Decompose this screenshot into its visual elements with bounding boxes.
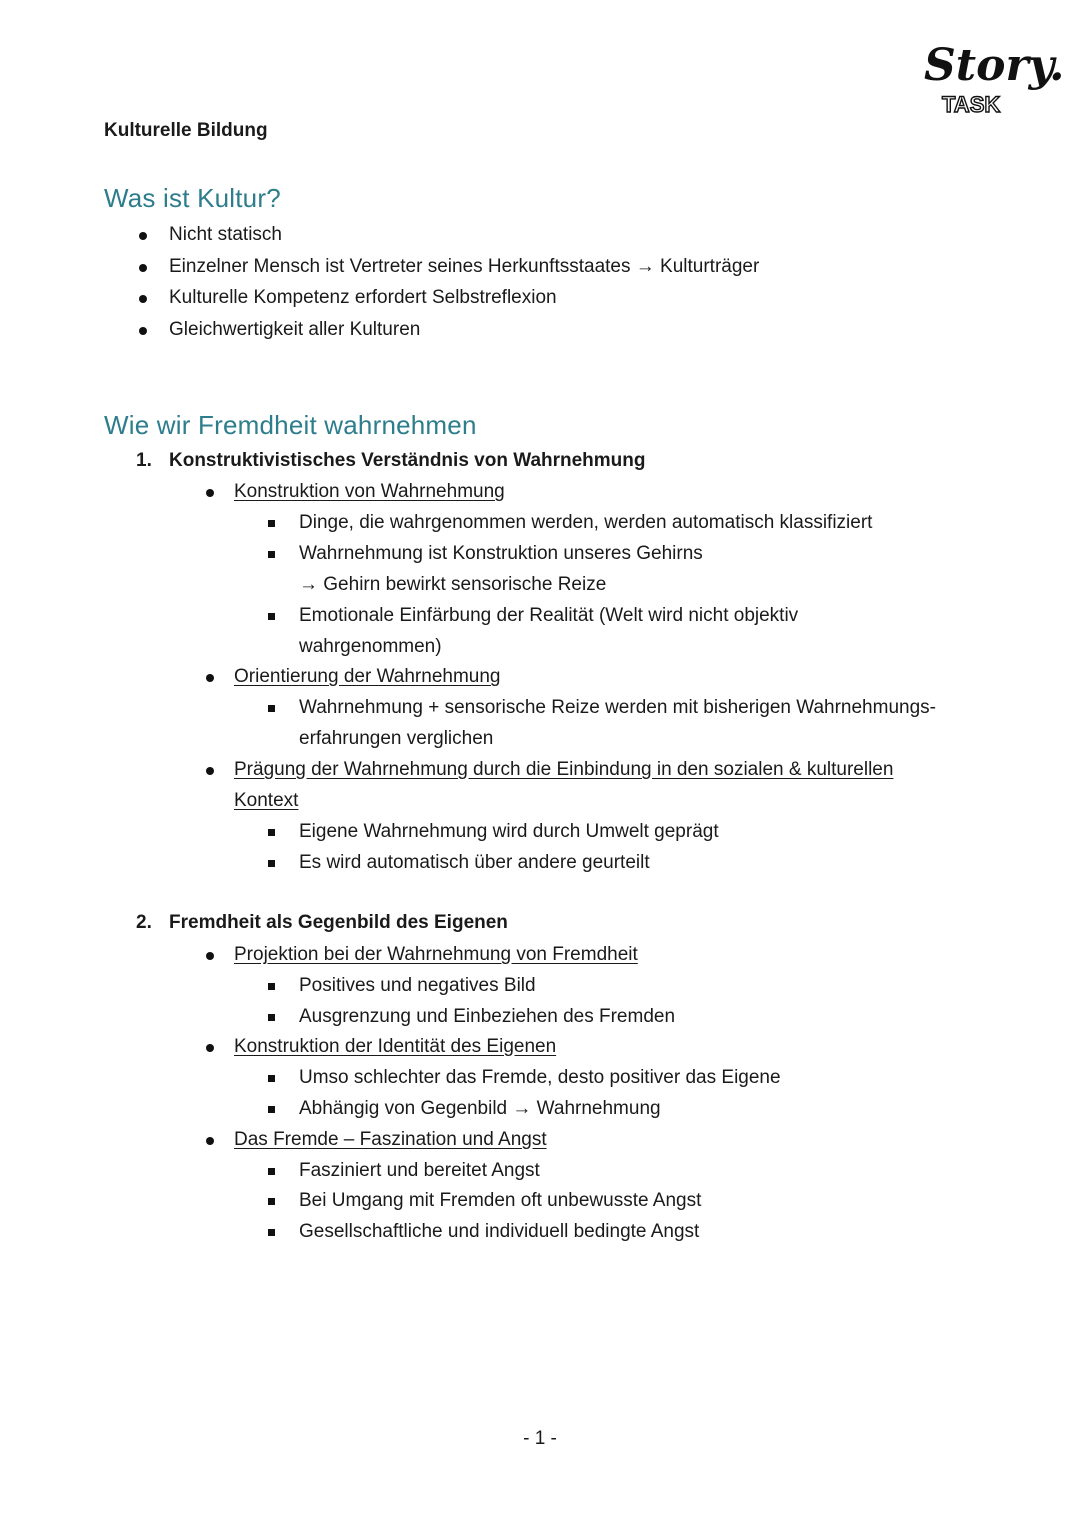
list-item-continuation: erfahrungen verglichen	[299, 728, 494, 749]
list-item: Fasziniert und bereitet Angst	[299, 1160, 540, 1181]
page-number: - 1 -	[523, 1428, 557, 1449]
list-item: Einzelner Mensch ist Vertreter seines Herkunftsstaates → Kulturträger	[169, 256, 760, 277]
list-item: Gesellschaftliche und individuell bedingte Angst	[299, 1221, 700, 1242]
numbered-heading-text: Konstruktivistisches Verständnis von Wahrnehmung	[169, 450, 646, 471]
list-item: Abhängig von Gegenbild → Wahrnehmung	[299, 1098, 661, 1119]
list-item: Dinge, die wahrgenommen werden, werden automatisch klassifiziert	[299, 512, 873, 533]
subheading-underlined: Orientierung der Wahrnehmung	[234, 666, 501, 687]
list-item: Es wird automatisch über andere geurteilt	[299, 852, 650, 873]
section-heading-fremdheit: Wie wir Fremdheit wahrnehmen	[104, 410, 477, 440]
list-item: Wahrnehmung ist Konstruktion unseres Gehirns	[299, 543, 703, 564]
story-task-logo	[918, 38, 1065, 118]
section-heading-kultur: Was ist Kultur?	[104, 183, 281, 213]
list-item: Eigene Wahrnehmung wird durch Umwelt geprägt	[299, 821, 719, 842]
list-item: Nicht statisch	[169, 224, 282, 245]
document-title: Kulturelle Bildung	[104, 120, 268, 141]
list-item: Positives und negatives Bild	[299, 975, 536, 996]
subheading-underlined: Konstruktion der Identität des Eigenen	[234, 1036, 557, 1057]
numbered-heading-text: Fremdheit als Gegenbild des Eigenen	[169, 912, 508, 933]
subheading-underlined: Projektion bei der Wahrnehmung von Fremdheit	[234, 944, 638, 965]
list-item: Bei Umgang mit Fremden oft unbewusste Angst	[299, 1190, 702, 1211]
list-item-continuation: → Gehirn bewirkt sensorische Reize	[299, 574, 607, 595]
logo-word: Story.	[924, 40, 1065, 91]
subheading-underlined-continuation: Kontext	[234, 790, 299, 811]
list-item: Wahrnehmung + sensorische Reize werden mit bisherigen Wahrnehmungs-	[299, 697, 936, 718]
subheading-underlined: Konstruktion von Wahrnehmung	[234, 481, 505, 502]
list-item: Kulturelle Kompetenz erfordert Selbstreflexion	[169, 287, 557, 308]
list-item: Umso schlechter das Fremde, desto positiver das Eigene	[299, 1067, 781, 1088]
list-item: Ausgrenzung und Einbeziehen des Fremden	[299, 1006, 676, 1027]
subheading-underlined: Das Fremde – Faszination und Angst	[234, 1129, 547, 1150]
subheading-underlined: Prägung der Wahrnehmung durch die Einbindung in den sozialen & kulturellen	[234, 759, 894, 780]
number-label: 2.	[136, 912, 152, 933]
numbered-heading-1	[136, 450, 646, 472]
list-item: Emotionale Einfärbung der Realität (Welt wird nicht objektiv	[299, 605, 799, 626]
numbered-heading-2	[136, 912, 508, 934]
logo-subword: TASK	[942, 92, 1001, 117]
list-item: Gleichwertigkeit aller Kulturen	[169, 319, 421, 340]
number-label: 1.	[136, 450, 152, 471]
list-item-continuation: wahrgenommen)	[299, 636, 442, 657]
